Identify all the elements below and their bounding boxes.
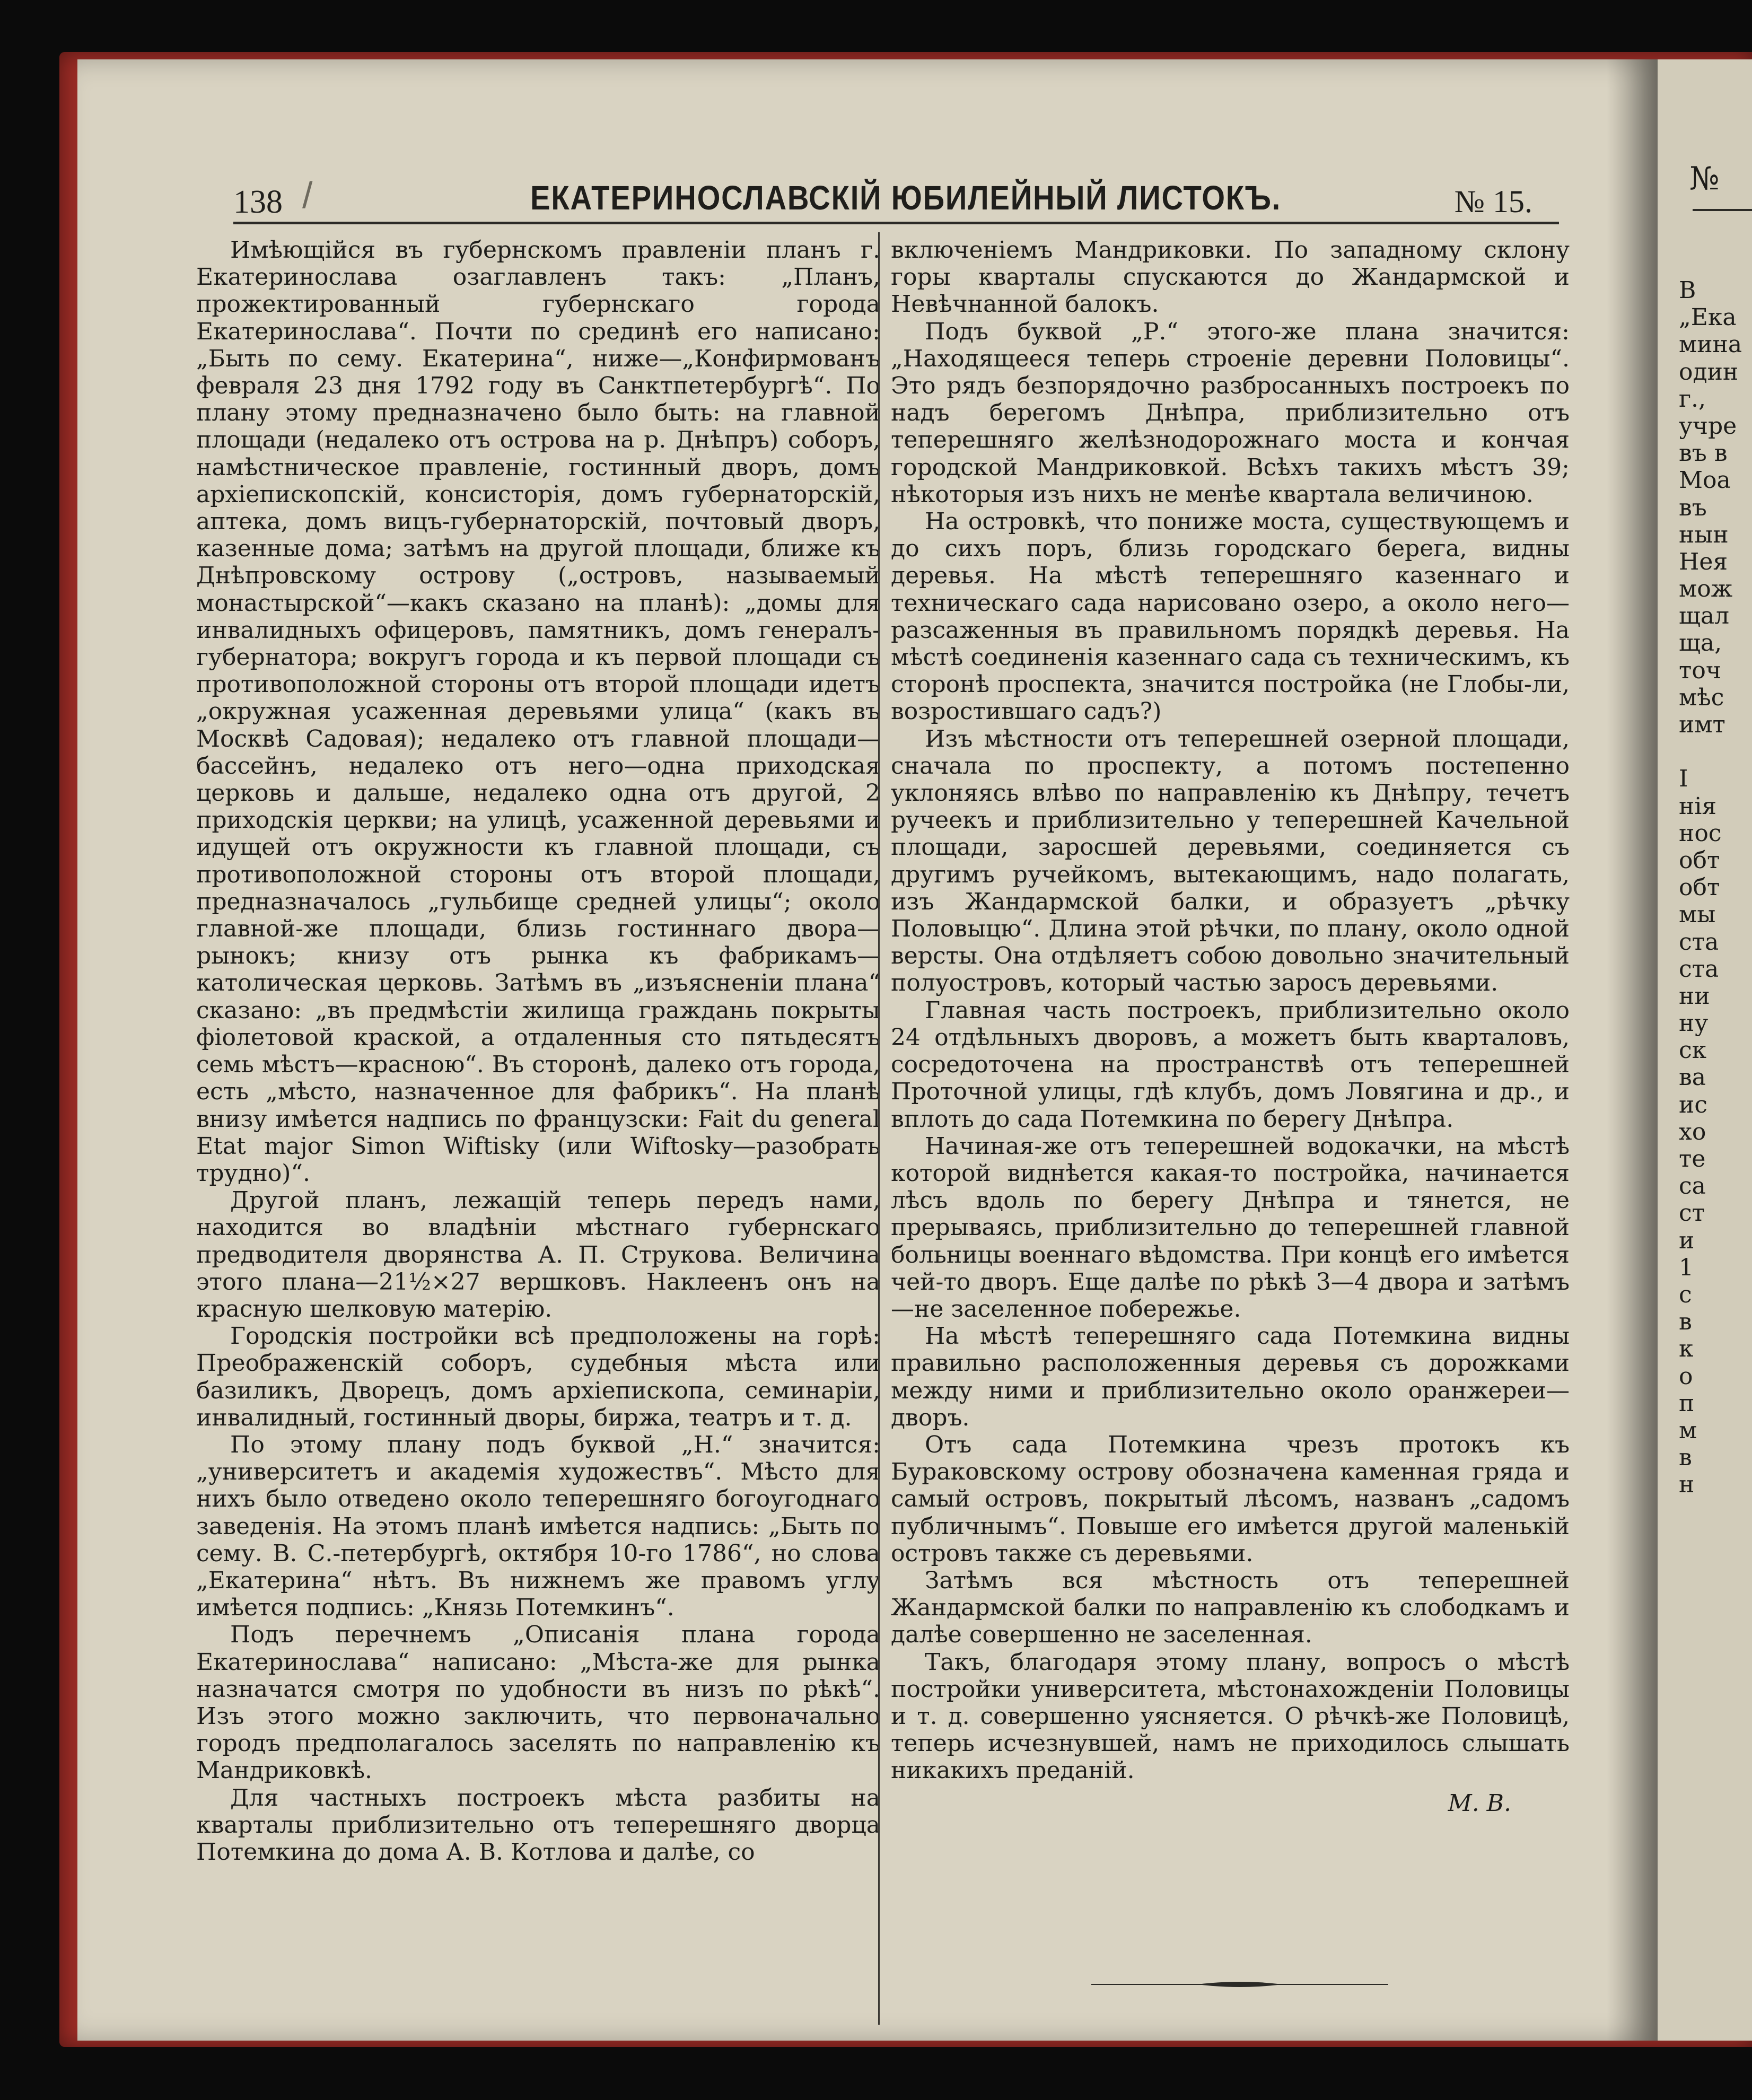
right-page-line-fragment: имт <box>1679 711 1725 738</box>
right-page-line-fragment: 1 <box>1679 1254 1694 1281</box>
column-divider <box>878 232 880 2025</box>
right-column <box>891 237 1570 1817</box>
left-column <box>196 237 880 1866</box>
right-page-line-fragment: один <box>1679 358 1739 386</box>
right-page-line-fragment: ста <box>1679 928 1719 956</box>
right-page-line-fragment <box>1679 1580 1752 1607</box>
page-number: 138 <box>233 184 283 220</box>
right-page-line-fragment: ис <box>1679 1091 1707 1118</box>
right-page-line-fragment: ск <box>1679 1037 1707 1064</box>
paragraph: Другой планъ, лежащій теперь передъ нами, находится во владѣніи мѣстнаго губернскаго предводителя дворянства А. П. Струкова. Величина этого плана—21½×27 вершковъ. Наклеенъ онъ на красную шелковую матерію. <box>196 1187 880 1323</box>
paragraph: Такъ, благодаря этому плану, вопросъ о мѣстѣ постройки университета, мѣстонахожденіи Половицы и т. д. совершенно уясняется. О рѣчкѣ-же Половицѣ, теперь исчезнувшей, намъ не приходилось слышать никакихъ преданій. <box>891 1648 1570 1784</box>
right-page-line-fragment: В <box>1679 277 1696 304</box>
right-page-text-fragments <box>1679 277 1752 1607</box>
right-page-line-fragment: те <box>1679 1145 1706 1172</box>
paragraph: Отъ сада Потемкина чрезъ протокъ къ Бураковскому острову обозначена каменная гряда и самый островъ, покрытый лѣсомъ, названъ „садомъ публичнымъ“. Повыше его имѣется другой маленькій островъ также съ деревьями. <box>891 1431 1570 1567</box>
paragraph: На мѣстѣ теперешняго сада Потемкина видны правильно расположенныя деревья съ дорожками между ними и приблизительно около оранжереи—дворъ. <box>891 1323 1570 1431</box>
right-page-line-fragment <box>1679 738 1752 765</box>
right-page-line-fragment: обт <box>1679 846 1720 874</box>
right-page-line-fragment: Моа <box>1679 467 1731 494</box>
right-page-line-fragment: точ <box>1679 657 1721 684</box>
author-signature: М. В. <box>1448 1789 1511 1817</box>
right-page-line-fragment: и <box>1679 1227 1695 1254</box>
paragraph: Имѣющійся въ губернскомъ правленіи планъ г. Екатеринослава озаглавленъ такъ: „Планъ, прожектированный губернскаго города Екатеринослава“. Почти по срединѣ его написано: „Быть по сему. Екатерина“, ниже—„Конфирмованъ февраля 23 дня 1792 году въ Санктпетербургѣ“. По плану этому предназначено было быть: на главной площади (недалеко отъ острова на р. Днѣпръ) соборъ, намѣстническое правленіе, гостинный дворъ, домъ архіепископскій, консисторія, домъ губернаторскій, аптека, домъ вицъ-губернаторскій, почтовый дворъ, казенные дома; затѣмъ на другой площади, ближе къ Днѣпровскому острову („островъ, называемый монастырской“—какъ сказано на планѣ): „домы для инвалидныхъ офицеровъ, памятникъ, домъ генералъ-губернатора; вокругъ города и къ первой площади съ противоположной стороны отъ второй площади идетъ „окружная усаженная деревьями улица“ (какъ въ Москвѣ Садовая); недалеко отъ главной площади—бассейнъ, недалеко отъ него—одна приходская церковь и дальше, недалеко одна отъ другой, 2 приходскія церкви; на улицѣ, усаженной деревьями и идущей отъ окружности къ главной площади, съ противоположной стороны отъ второй площади, предназначалось „гульбище средней улицы“; около главной-же площади, близь гостиннаго двора—рынокъ; книзу отъ рынка къ фабрикамъ—католическая церковь. Затѣмъ въ „изъясненіи плана“ сказано: „въ предмѣстіи жилища граждань покрыты фіолетовой краской, а отдаленныя сто пятьдесятъ семь мѣстъ—красною“. Въ сторонѣ, далеко отъ города, есть „мѣсто, назначенное для фабрикъ“. На планѣ внизу имѣется надпись по французски: Fait du general Etat major Simon Wiftisky (или Wiftosky—разобрать трудно)“. <box>196 237 880 1187</box>
right-page-line-fragment: ща, <box>1679 629 1722 657</box>
right-page-line-fragment: ста <box>1679 955 1719 983</box>
paragraph: По этому плану подъ буквой „Н.“ значится: „университетъ и академія художествъ“. Мѣсто для нихъ было отведено около теперешняго богоугоднаго заведенія. На этомъ планѣ имѣется надпись: „Быть по сему. В. С.-петербургѣ, октября 10-го 1786“, но слова „Екатерина“ нѣтъ. Въ нижнемъ же правомъ углу имѣется подпись: „Князь Потемкинъ“. <box>196 1431 880 1622</box>
end-ornament-rule <box>1091 1979 1388 1990</box>
publication-title: ЕКАТЕРИНОСЛАВСКІЙ ЮБИЛЕЙНЫЙ ЛИСТОКЪ. <box>530 179 1282 217</box>
gutter-shadow <box>1607 59 1658 2041</box>
right-page-line-fragment: мѣс <box>1679 684 1724 711</box>
paragraph: Для частныхъ построекъ мѣста разбиты на кварталы приблизительно отъ теперешняго дворца Потемкина до дома А. В. Котлова и далѣе, со <box>196 1784 880 1866</box>
right-page-line-fragment: мы <box>1679 901 1716 929</box>
right-page-line-fragment: „Ека <box>1679 304 1737 331</box>
right-page-line-fragment: ст <box>1679 1200 1705 1227</box>
right-page-header-rule <box>1693 209 1752 211</box>
right-page-line-fragment: щал <box>1679 602 1730 630</box>
paragraph: На островкѣ, что пониже моста, существующемъ и до сихъ поръ, близь городскаго берега, видны деревья. На мѣстѣ теперешняго казеннаго и техническаго сада нарисовано озеро, а около него—разсаженныя въ правильномъ порядкѣ деревья. На мѣстѣ соединенія казеннаго сада съ техническимъ, къ сторонѣ проспекта, значится постройка (не Глобы-ли, возростившаго садъ?) <box>891 508 1570 725</box>
right-page-line-fragment: с <box>1679 1281 1692 1308</box>
right-page-line-fragment: са <box>1679 1172 1706 1200</box>
right-page-line-fragment: обт <box>1679 874 1720 902</box>
paragraph: Изъ мѣстности отъ теперешней озерной площади, сначала по проспекту, а потомъ постепенно уклоняясь влѣво по направленію къ Днѣпру, течетъ ручеекъ и приблизительно у теперешней Качельной площади, заросшей деревьями, соединяется съ другимъ ручейкомъ, вытекающимъ, надо полагать, изъ Жандармской балки, и образуетъ „рѣчку Половыцю“. Длина этой рѣчки, по плану, около одной версты. Она отдѣляетъ собою довольно значительный полуостровъ, который частью заросъ деревьями. <box>891 725 1570 997</box>
right-page-line-fragment: въ в <box>1679 440 1728 467</box>
right-page-line-fragment: учре <box>1679 412 1737 440</box>
right-page-line-fragment: н <box>1679 1471 1695 1499</box>
paragraph: Затѣмъ вся мѣстность отъ теперешней Жандармской балки по направленію къ слободкамъ и далѣе совершенно не заселенная. <box>891 1567 1570 1649</box>
right-page-line-fragment: нос <box>1679 819 1722 847</box>
right-page-line-fragment: ну <box>1679 1010 1709 1037</box>
right-page-header-fragment: № <box>1689 160 1720 197</box>
header-rule <box>233 222 1559 224</box>
right-page-line-fragment: І <box>1679 765 1688 793</box>
right-page-line-fragment: хо <box>1679 1118 1706 1145</box>
right-page-line-fragment: мина <box>1679 331 1742 358</box>
right-page-line-fragment <box>1679 1498 1752 1525</box>
right-page-line-fragment: Нея <box>1679 548 1728 575</box>
paragraph: Главная часть построекъ, приблизительно около 24 отдѣльныхъ дворовъ, а можетъ быть кварталовъ, сосредоточена на пространствѣ отъ теперешней Проточной улицы, гдѣ клубъ, домъ Ловягина и др., и вплоть до сада Потемкина по берегу Днѣпра. <box>891 996 1570 1133</box>
right-page-line-fragment: п <box>1679 1389 1695 1417</box>
right-page-line-fragment: г., <box>1679 385 1706 413</box>
paragraph: Подъ буквой „Р.“ этого-же плана значится: „Находящееся теперь строеніе деревни Половицы“. Это рядъ безпорядочно разбросанныхъ построекъ по надъ берегомъ Днѣпра, приблизительно отъ теперешняго желѣзнодорожнаго моста и кончая городской Мандриковкой. Всѣхъ такихъ мѣстъ 39; нѣкоторыя изъ нихъ не менѣе квартала величиною. <box>891 318 1570 508</box>
right-page-edge <box>1658 59 1752 2041</box>
right-page-line-fragment <box>1679 1553 1752 1580</box>
paragraph: Начиная-же отъ теперешней водокачки, на мѣстѣ которой виднѣется какая-то постройка, начинается лѣсъ вдоль по берегу Днѣпра и тянется, не прерываясь, приблизительно до теперешней главной больницы военнаго вѣдомства. При концѣ его имѣется чей-то дворъ. Еще далѣе по рѣкѣ 3—4 двора и затѣмъ—не заселенное побережье. <box>891 1132 1570 1323</box>
right-page-line-fragment: нія <box>1679 792 1717 820</box>
pencil-mark: / <box>302 174 313 216</box>
paragraph: Подъ перечнемъ „Описанія плана города Екатеринослава“ написано: „Мѣста-же для рынка назначатся смотря по удобности въ низъ по рѣкѣ“. Изъ этого можно заключить, что первоначально городъ предполагалось заселять по направленію къ Мандриковкѣ. <box>196 1621 880 1784</box>
issue-number: № 15. <box>1454 184 1532 219</box>
right-page-line-fragment: в <box>1679 1308 1692 1336</box>
paragraph: Городскія постройки всѣ предположены на горѣ: Преображенскій соборъ, судебныя мѣста или базиликъ, Дворецъ, домъ архіепископа, семинаріи, инвалидный, гостинный дворы, биржа, театръ и т. д. <box>196 1323 880 1431</box>
right-page-line-fragment: ни <box>1679 982 1710 1010</box>
paragraph: включеніемъ Мандриковки. По западному склону горы кварталы спускаются до Жандармской и Невѣчнанной балокъ. <box>891 237 1570 318</box>
right-page-line-fragment: м <box>1679 1416 1697 1444</box>
right-page-line-fragment <box>1679 1526 1752 1553</box>
right-page-line-fragment: в <box>1679 1444 1692 1472</box>
right-page-line-fragment: въ <box>1679 494 1707 521</box>
right-page-line-fragment: ва <box>1679 1064 1706 1091</box>
right-page-line-fragment: к <box>1679 1335 1694 1363</box>
right-page-line-fragment: нын <box>1679 521 1729 548</box>
right-page-line-fragment: о <box>1679 1362 1693 1390</box>
right-page-line-fragment: мож <box>1679 575 1733 603</box>
